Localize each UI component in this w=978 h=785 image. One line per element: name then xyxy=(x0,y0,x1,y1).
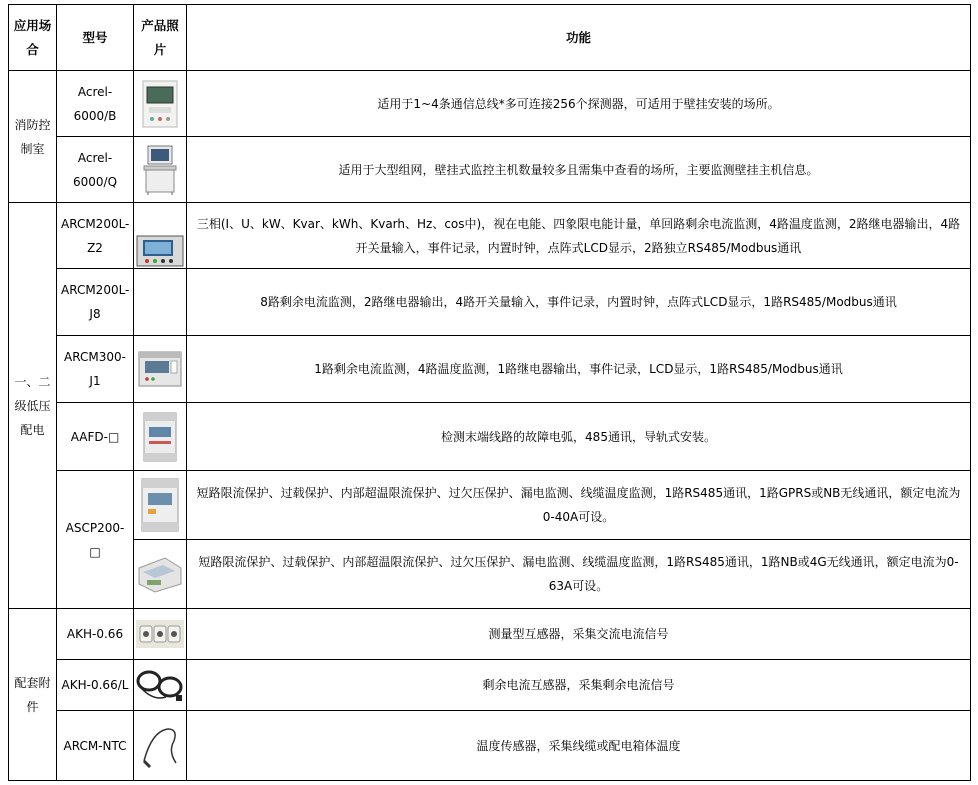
table-row xyxy=(9,336,971,403)
wall-host-panel-icon xyxy=(140,79,180,129)
residual-ct-coils-icon xyxy=(134,665,186,705)
photo-cell xyxy=(134,269,187,336)
product-table xyxy=(8,4,971,781)
photo-cell xyxy=(134,609,187,660)
table-row xyxy=(9,137,971,203)
group-label: 一、二级低压配电 xyxy=(9,203,57,609)
temperature-probe-icon xyxy=(138,721,182,771)
table-row xyxy=(9,203,971,269)
group-label: 配套附件 xyxy=(9,609,57,781)
photo-cell xyxy=(134,71,187,137)
function-cell: 三相(I、U、kW、Kvar、kWh、Kvarh、Hz、cos中)，视在电能、四象限电能计量，单回路剩余电流监测，4路温度监测，2路继电器输出，4路开关量输入，事件记录，内置时钟，点阵式LCD显示，2路独立RS485/Modbus通讯 xyxy=(187,203,971,269)
photo-cell xyxy=(134,660,187,711)
function-cell: 适用于大型组网，壁挂式监控主机数量较多且需集中查看的场所，主要监测壁挂主机信息。 xyxy=(187,137,971,203)
function-cell: 适用于1~4条通信总线*多可连接256个探测器，可适用于壁挂安装的场所。 xyxy=(187,71,971,137)
photo-cell xyxy=(134,403,187,471)
model-cell: ARCM200L-J8 xyxy=(57,269,134,336)
model-cell: ARCM300-J1 xyxy=(57,336,134,403)
table-row xyxy=(9,711,971,781)
model-cell: ASCP200-□ xyxy=(57,471,134,609)
photo-cell xyxy=(134,711,187,781)
table-row xyxy=(9,269,971,336)
photo-cell xyxy=(134,203,187,269)
function-cell: 短路限流保护、过载保护、内部超温限流保护、过欠压保护、漏电监测、线缆温度监测，1路RS485通讯，1路NB或4G无线通讯，额定电流为0-63A可设。 xyxy=(187,540,971,609)
photo-cell xyxy=(134,471,187,540)
model-cell: Acrel-6000/B xyxy=(57,71,134,137)
model-cell: ARCM-NTC xyxy=(57,711,134,781)
protector-40a-icon xyxy=(138,477,182,533)
model-cell: AAFD-□ xyxy=(57,403,134,471)
function-cell: 温度传感器，采集线缆或配电箱体温度 xyxy=(187,711,971,781)
table-row xyxy=(9,71,971,137)
panel-meter-icon xyxy=(135,234,185,268)
header-photo: 产品照片 xyxy=(134,5,187,71)
function-cell: 剩余电流互感器，采集剩余电流信号 xyxy=(187,660,971,711)
model-cell: AKH-0.66/L xyxy=(57,660,134,711)
header-row xyxy=(9,5,971,71)
function-cell: 测量型互感器，采集交流电流信号 xyxy=(187,609,971,660)
function-cell: 短路限流保护、过载保护、内部超温限流保护、过欠压保护、漏电监测、线缆温度监测，1路RS485通讯，1路GPRS或NB无线通讯，额定电流为0-40A可设。 xyxy=(187,471,971,540)
function-cell: 1路剩余电流监测，4路温度监测，1路继电器输出，事件记录，LCD显示，1路RS485/Modbus通讯 xyxy=(187,336,971,403)
photo-cell xyxy=(134,336,187,403)
table-row xyxy=(9,660,971,711)
din-rail-module-icon xyxy=(140,411,180,463)
function-cell: 检测末端线路的故障电弧，485通讯，导轨式安装。 xyxy=(187,403,971,471)
group-label: 消防控制室 xyxy=(9,71,57,203)
table-row xyxy=(9,471,971,540)
cabinet-console-icon xyxy=(140,144,180,196)
model-cell: AKH-0.66 xyxy=(57,609,134,660)
current-transformers-icon xyxy=(134,618,186,650)
header-scene: 应用场合 xyxy=(9,5,57,71)
model-cell: Acrel-6000/Q xyxy=(57,137,134,203)
table-row xyxy=(9,403,971,471)
table-row xyxy=(9,609,971,660)
photo-cell xyxy=(134,540,187,609)
header-model: 型号 xyxy=(57,5,134,71)
din-rail-meter-icon xyxy=(137,348,183,390)
header-function: 功能 xyxy=(187,5,971,71)
model-cell: ARCM200L-Z2 xyxy=(57,203,134,269)
table-row xyxy=(9,540,971,609)
protector-63a-icon xyxy=(135,554,185,594)
photo-cell xyxy=(134,137,187,203)
function-cell: 8路剩余电流监测，2路继电器输出，4路开关量输入，事件记录，内置时钟，点阵式LCD显示，1路RS485/Modbus通讯 xyxy=(187,269,971,336)
